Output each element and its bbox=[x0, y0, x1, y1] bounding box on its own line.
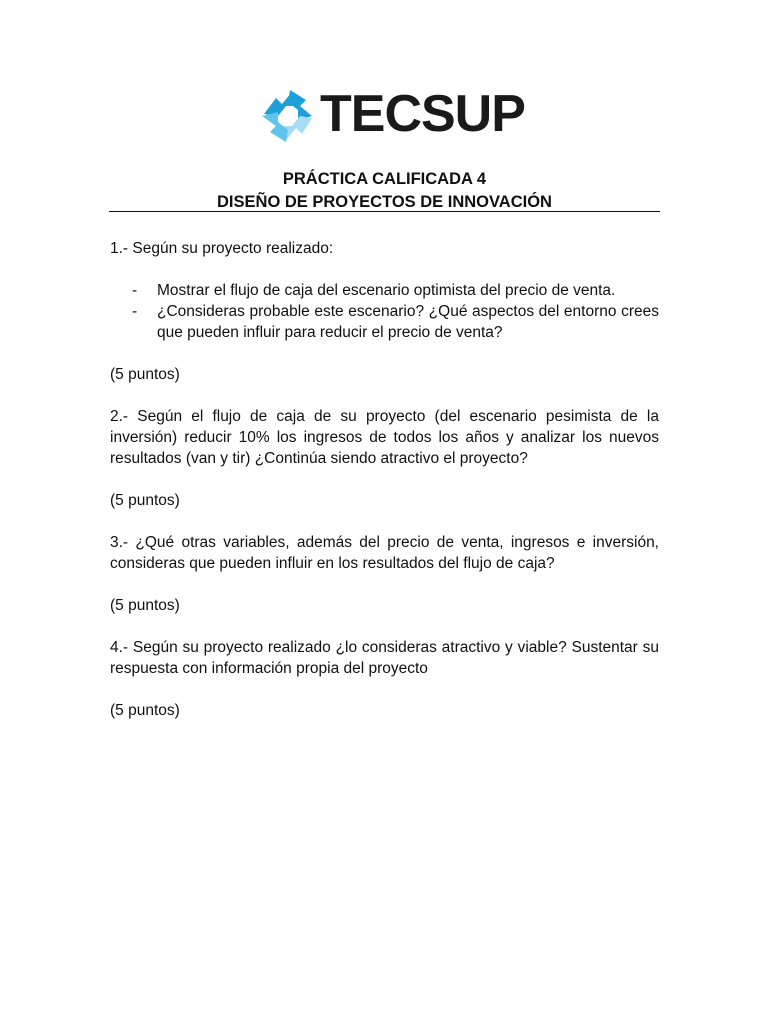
points-label: (5 puntos) bbox=[110, 492, 180, 509]
points-label: (5 puntos) bbox=[110, 702, 180, 719]
list-item bbox=[110, 280, 659, 301]
page-subtitle: DISEÑO DE PROYECTOS DE INNOVACIÓN bbox=[217, 193, 552, 211]
question-3 bbox=[110, 532, 659, 616]
tecsup-logo bbox=[256, 84, 525, 146]
bullet-marker: - bbox=[132, 282, 138, 299]
list-item bbox=[110, 301, 659, 343]
bullet-text: Mostrar el flujo de caja del escenario optimista del precio de venta. bbox=[157, 282, 616, 299]
points-label: (5 puntos) bbox=[110, 366, 180, 383]
points-label: (5 puntos) bbox=[110, 597, 180, 614]
question-text: 3.- ¿Qué otras variables, además del precio de venta, ingresos e inversión, consideras que pueden influir en los resultados del flujo de caja? bbox=[110, 534, 659, 572]
bullet-text: ¿Consideras probable este escenario? ¿Qué aspectos del entorno crees que pueden influir para reducir el precio de venta? bbox=[157, 303, 659, 341]
document-header bbox=[109, 168, 660, 214]
question-text: 2.- Según el flujo de caja de su proyecto (del escenario pesimista de la inversión) reducir 10% los ingresos de todos los años y analizar los nuevos resultados (van y tir) ¿Continúa siendo atractivo el proyecto? bbox=[110, 408, 659, 467]
document-body bbox=[110, 238, 659, 721]
page-title: PRÁCTICA CALIFICADA 4 bbox=[282, 170, 487, 188]
tecsup-wordmark: TECSUP bbox=[320, 85, 525, 143]
question-1 bbox=[110, 238, 659, 385]
question-text: 1.- Según su proyecto realizado: bbox=[110, 240, 334, 257]
title-underline bbox=[109, 211, 660, 212]
question-2 bbox=[110, 406, 659, 511]
question-4 bbox=[110, 637, 659, 721]
question-text: 4.- Según su proyecto realizado ¿lo consideras atractivo y viable? Sustentar su respuesta con información propia del proyecto bbox=[110, 639, 659, 677]
bullet-marker: - bbox=[132, 303, 138, 320]
bullet-list bbox=[110, 280, 659, 343]
tecsup-arrows-logo-icon bbox=[256, 84, 320, 146]
